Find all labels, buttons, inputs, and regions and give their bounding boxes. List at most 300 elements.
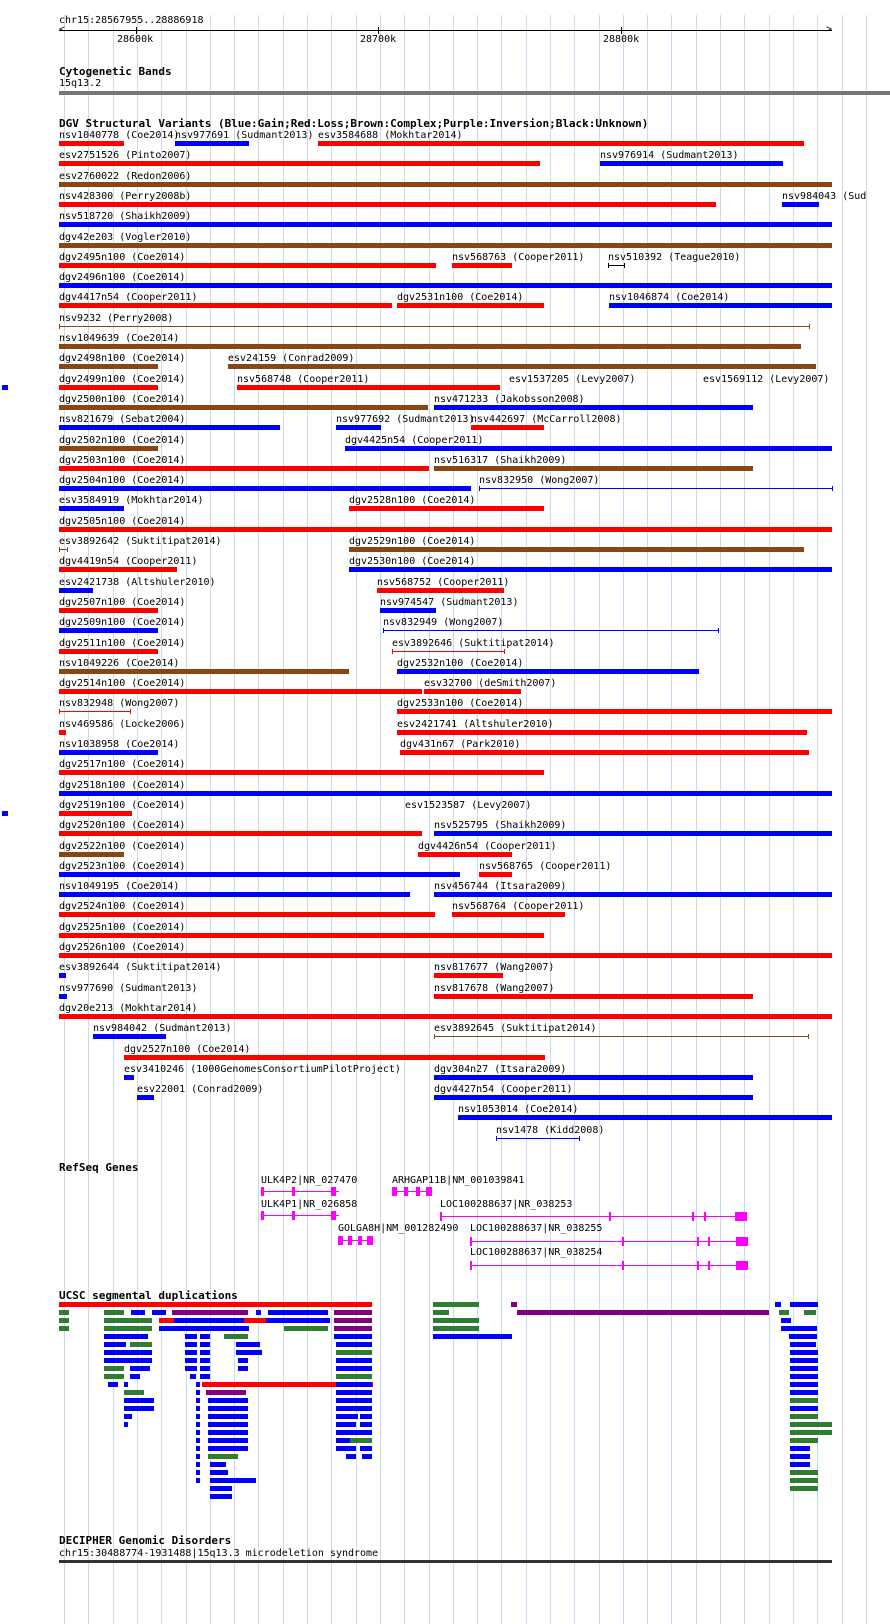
dgv-feature-bar[interactable]	[59, 425, 280, 430]
segdup-block[interactable]	[266, 1318, 330, 1323]
segdup-block[interactable]	[236, 1342, 260, 1347]
dgv-feature-label[interactable]: esv3410246 (1000GenomesConsortiumPilotProject)	[124, 1064, 401, 1075]
dgv-feature-label[interactable]: nsv442697 (McCarroll2008)	[471, 414, 622, 425]
dgv-feature-label[interactable]: dgv2528n100 (Coe2014)	[349, 495, 476, 506]
dgv-feature-label[interactable]: nsv1040778 (Coe2014)	[59, 130, 180, 141]
dgv-feature-label[interactable]: dgv2499n100 (Coe2014)	[59, 374, 186, 385]
segdup-block[interactable]	[336, 1422, 356, 1427]
dgv-feature-bar[interactable]	[434, 831, 832, 836]
segdup-block[interactable]	[336, 1350, 372, 1355]
dgv-feature-label[interactable]: esv1537205 (Levy2007)	[509, 374, 636, 385]
segdup-block[interactable]	[790, 1470, 818, 1475]
dgv-feature-label[interactable]: nsv821679 (Sebat2004)	[59, 414, 186, 425]
dgv-feature-bar[interactable]	[434, 1036, 808, 1037]
dgv-feature-bar[interactable]	[377, 588, 504, 593]
segdup-block[interactable]	[433, 1326, 479, 1331]
dgv-feature-bar[interactable]	[59, 283, 832, 288]
segdup-block[interactable]	[256, 1310, 261, 1315]
track-title-segdups[interactable]: UCSC segmental duplications	[59, 1289, 238, 1302]
dgv-feature-bar[interactable]	[59, 243, 832, 248]
segdup-block[interactable]	[790, 1446, 810, 1451]
dgv-feature-label[interactable]: nsv568752 (Cooper2011)	[377, 577, 510, 588]
segdup-block[interactable]	[517, 1310, 769, 1315]
dgv-feature-label[interactable]: nsv1049639 (Coe2014)	[59, 333, 180, 344]
segdup-block[interactable]	[789, 1334, 817, 1339]
dgv-feature-label[interactable]: dgv2500n100 (Coe2014)	[59, 394, 186, 405]
refseq-gene-label[interactable]: ARHGAP11B|NM_001039841	[392, 1175, 525, 1186]
dgv-feature-bar[interactable]	[424, 689, 521, 694]
segdup-block[interactable]	[172, 1310, 248, 1315]
dgv-feature-bar[interactable]	[609, 303, 832, 308]
dgv-feature-label[interactable]: esv32700 (deSmith2007)	[424, 678, 557, 689]
ruler-left-arrow[interactable]: <	[59, 24, 66, 35]
segdup-block[interactable]	[781, 1326, 817, 1331]
dgv-feature-bar[interactable]	[59, 669, 349, 674]
dgv-feature-label[interactable]: dgv2495n100 (Coe2014)	[59, 252, 186, 263]
segdup-block[interactable]	[104, 1366, 124, 1371]
dgv-feature-bar[interactable]	[349, 506, 544, 511]
dgv-feature-bar[interactable]	[59, 994, 67, 999]
segdup-block[interactable]	[124, 1382, 128, 1387]
segdup-block[interactable]	[208, 1446, 248, 1451]
refseq-gene-label[interactable]: GOLGA8H|NM_001282490	[338, 1223, 459, 1234]
segdup-block[interactable]	[124, 1414, 132, 1419]
dgv-feature-label[interactable]: nsv568764 (Cooper2011)	[452, 901, 585, 912]
segdup-block[interactable]	[210, 1470, 228, 1475]
dgv-feature-bar[interactable]	[59, 872, 460, 877]
dgv-feature-bar[interactable]	[59, 326, 809, 327]
dgv-feature-label[interactable]: nsv832950 (Wong2007)	[479, 475, 600, 486]
segdup-block[interactable]	[196, 1430, 200, 1435]
dgv-feature-bar[interactable]	[59, 912, 435, 917]
dgv-feature-label[interactable]: esv1569112 (Levy2007)	[703, 374, 830, 385]
dgv-feature-bar[interactable]	[2, 385, 8, 390]
segdup-block[interactable]	[790, 1462, 810, 1467]
refseq-gene-label[interactable]: LOC100288637|NR_038254	[470, 1247, 603, 1258]
segdup-block[interactable]	[152, 1310, 166, 1315]
dgv-feature-bar[interactable]	[458, 1115, 832, 1120]
segdup-block[interactable]	[790, 1390, 818, 1395]
dgv-feature-label[interactable]: dgv2498n100 (Coe2014)	[59, 353, 186, 364]
refseq-gene-intron[interactable]	[470, 1265, 747, 1266]
dgv-feature-bar[interactable]	[59, 446, 158, 451]
track-title-cytobands[interactable]: Cytogenetic Bands	[59, 65, 172, 78]
dgv-feature-label[interactable]: dgv2507n100 (Coe2014)	[59, 597, 186, 608]
segdup-block[interactable]	[196, 1398, 200, 1403]
dgv-feature-label[interactable]: nsv568765 (Cooper2011)	[479, 861, 612, 872]
segdup-block[interactable]	[334, 1334, 372, 1339]
dgv-feature-bar[interactable]	[59, 385, 158, 390]
dgv-feature-bar[interactable]	[479, 872, 512, 877]
segdup-block[interactable]	[196, 1462, 200, 1467]
dgv-feature-label[interactable]: dgv20e213 (Mokhtar2014)	[59, 1003, 198, 1014]
dgv-feature-label[interactable]: nsv832949 (Wong2007)	[383, 617, 504, 628]
dgv-feature-label[interactable]: nsv817677 (Wang2007)	[434, 962, 555, 973]
dgv-feature-bar[interactable]	[59, 303, 392, 308]
dgv-feature-bar[interactable]	[59, 549, 67, 550]
dgv-feature-label[interactable]: esv3892646 (Suktitipat2014)	[392, 638, 555, 649]
dgv-feature-label[interactable]: nsv977692 (Sudmant2013)	[336, 414, 475, 425]
segdup-block[interactable]	[336, 1398, 372, 1403]
dgv-feature-label[interactable]: dgv2529n100 (Coe2014)	[349, 536, 476, 547]
dgv-feature-label[interactable]: esv3892642 (Suktitipat2014)	[59, 536, 222, 547]
segdup-block[interactable]	[185, 1350, 197, 1355]
dgv-feature-label[interactable]: nsv516317 (Shaikh2009)	[434, 455, 567, 466]
dgv-feature-bar[interactable]	[397, 730, 807, 735]
segdup-block[interactable]	[790, 1302, 818, 1307]
dgv-feature-label[interactable]: dgv42e203 (Vogler2010)	[59, 232, 192, 243]
segdup-block[interactable]	[196, 1422, 200, 1427]
segdup-block[interactable]	[130, 1366, 150, 1371]
track-title-dgv[interactable]: DGV Structural Variants (Blue:Gain;Red:Loss;Brown:Complex;Purple:Inversion;Black:Unknown)	[59, 117, 649, 130]
dgv-feature-bar[interactable]	[434, 405, 753, 410]
segdup-block[interactable]	[360, 1414, 372, 1419]
segdup-block[interactable]	[433, 1310, 449, 1315]
dgv-feature-label[interactable]: nsv1046874 (Coe2014)	[609, 292, 730, 303]
segdup-block[interactable]	[336, 1342, 372, 1347]
dgv-feature-bar[interactable]	[59, 263, 436, 268]
dgv-feature-bar[interactable]	[59, 527, 832, 532]
dgv-feature-label[interactable]: nsv832948 (Wong2007)	[59, 698, 180, 709]
segdup-block[interactable]	[790, 1486, 818, 1491]
dgv-feature-label[interactable]: nsv471233 (Jakobsson2008)	[434, 394, 585, 405]
dgv-feature-bar[interactable]	[59, 649, 158, 654]
segdup-block[interactable]	[336, 1366, 372, 1371]
segdup-block[interactable]	[790, 1382, 818, 1387]
segdup-block[interactable]	[210, 1462, 226, 1467]
dgv-feature-label[interactable]: dgv2531n100 (Coe2014)	[397, 292, 524, 303]
segdup-block[interactable]	[196, 1446, 200, 1451]
dgv-feature-label[interactable]: dgv2496n100 (Coe2014)	[59, 272, 186, 283]
dgv-feature-bar[interactable]	[434, 1095, 753, 1100]
dgv-feature-bar[interactable]	[59, 711, 130, 712]
segdup-block[interactable]	[334, 1310, 372, 1315]
segdup-block[interactable]	[804, 1310, 816, 1315]
dgv-feature-bar[interactable]	[137, 1095, 154, 1100]
dgv-feature-label[interactable]: dgv2520n100 (Coe2014)	[59, 820, 186, 831]
segdup-block[interactable]	[59, 1310, 69, 1315]
segdup-block[interactable]	[185, 1358, 197, 1363]
dgv-feature-label[interactable]: nsv525795 (Shaikh2009)	[434, 820, 567, 831]
segdup-block[interactable]	[196, 1382, 200, 1387]
refseq-gene-intron[interactable]	[470, 1241, 747, 1242]
segdup-block[interactable]	[790, 1366, 818, 1371]
segdup-block[interactable]	[790, 1374, 818, 1379]
dgv-feature-bar[interactable]	[59, 141, 124, 146]
dgv-feature-label[interactable]: esv2751526 (Pinto2007)	[59, 150, 192, 161]
segdup-block[interactable]	[196, 1414, 200, 1419]
segdup-block[interactable]	[360, 1422, 372, 1427]
dgv-feature-label[interactable]: dgv4426n54 (Cooper2011)	[418, 841, 557, 852]
dgv-feature-label[interactable]: dgv2518n100 (Coe2014)	[59, 780, 186, 791]
track-title-decipher[interactable]: DECIPHER Genomic Disorders	[59, 1534, 232, 1547]
dgv-feature-label[interactable]: nsv817678 (Wang2007)	[434, 983, 555, 994]
decipher-feature[interactable]	[59, 1560, 832, 1563]
dgv-feature-label[interactable]: esv2760022 (Redon2006)	[59, 171, 192, 182]
dgv-feature-label[interactable]: dgv2519n100 (Coe2014)	[59, 800, 186, 811]
dgv-feature-bar[interactable]	[434, 466, 753, 471]
dgv-feature-bar[interactable]	[471, 425, 544, 430]
segdup-block[interactable]	[336, 1446, 356, 1451]
dgv-feature-label[interactable]: dgv2511n100 (Coe2014)	[59, 638, 186, 649]
dgv-feature-label[interactable]: dgv2514n100 (Coe2014)	[59, 678, 186, 689]
dgv-feature-label[interactable]: nsv518720 (Shaikh2009)	[59, 211, 192, 222]
segdup-block[interactable]	[124, 1422, 128, 1427]
segdup-block[interactable]	[790, 1422, 832, 1427]
dgv-feature-bar[interactable]	[2, 811, 8, 816]
segdup-block[interactable]	[336, 1358, 372, 1363]
dgv-feature-label[interactable]: dgv2505n100 (Coe2014)	[59, 516, 186, 527]
refseq-gene-label[interactable]: ULK4P2|NR_027470	[261, 1175, 358, 1186]
dgv-feature-label[interactable]: dgv2532n100 (Coe2014)	[397, 658, 524, 669]
dgv-feature-bar[interactable]	[59, 973, 66, 978]
dgv-feature-label[interactable]: dgv431n67 (Park2010)	[400, 739, 521, 750]
dgv-feature-label[interactable]: dgv2526n100 (Coe2014)	[59, 942, 186, 953]
dgv-feature-bar[interactable]	[59, 202, 716, 207]
dgv-feature-bar[interactable]	[59, 222, 832, 227]
segdup-block[interactable]	[433, 1302, 479, 1307]
dgv-feature-label[interactable]: esv24159 (Conrad2009)	[228, 353, 355, 364]
dgv-feature-label[interactable]: dgv4425n54 (Cooper2011)	[345, 435, 484, 446]
refseq-gene-intron[interactable]	[261, 1215, 339, 1216]
segdup-block[interactable]	[130, 1374, 140, 1379]
dgv-feature-label[interactable]: dgv2525n100 (Coe2014)	[59, 922, 186, 933]
segdup-block[interactable]	[59, 1318, 69, 1323]
dgv-feature-bar[interactable]	[59, 689, 422, 694]
segdup-block[interactable]	[790, 1350, 818, 1355]
dgv-feature-label[interactable]: esv2421738 (Altshuler2010)	[59, 577, 216, 588]
segdup-block[interactable]	[268, 1310, 328, 1315]
dgv-feature-bar[interactable]	[59, 466, 429, 471]
segdup-block[interactable]	[208, 1438, 248, 1443]
dgv-feature-bar[interactable]	[434, 973, 503, 978]
dgv-feature-label[interactable]: dgv2509n100 (Coe2014)	[59, 617, 186, 628]
dgv-feature-bar[interactable]	[59, 730, 66, 735]
segdup-block[interactable]	[236, 1350, 262, 1355]
dgv-feature-label[interactable]: nsv984042 (Sudmant2013)	[93, 1023, 232, 1034]
segdup-block[interactable]	[208, 1430, 248, 1435]
segdup-block[interactable]	[196, 1454, 200, 1459]
dgv-feature-bar[interactable]	[434, 994, 753, 999]
segdup-block[interactable]	[200, 1350, 210, 1355]
segdup-block[interactable]	[362, 1454, 372, 1459]
dgv-feature-bar[interactable]	[345, 446, 832, 451]
dgv-feature-bar[interactable]	[124, 1075, 134, 1080]
dgv-feature-bar[interactable]	[782, 202, 819, 207]
segdup-block[interactable]	[104, 1318, 152, 1323]
segdup-block[interactable]	[196, 1470, 200, 1475]
segdup-block[interactable]	[790, 1358, 818, 1363]
segdup-block[interactable]	[210, 1486, 232, 1491]
segdup-block[interactable]	[196, 1478, 200, 1483]
track-title-refseq[interactable]: RefSeq Genes	[59, 1161, 139, 1174]
dgv-feature-label[interactable]: dgv2522n100 (Coe2014)	[59, 841, 186, 852]
segdup-block[interactable]	[350, 1438, 372, 1443]
segdup-block[interactable]	[124, 1406, 154, 1411]
segdup-block[interactable]	[336, 1390, 372, 1395]
segdup-block[interactable]	[336, 1374, 372, 1379]
dgv-feature-label[interactable]: nsv456744 (Itsara2009)	[434, 881, 567, 892]
dgv-feature-label[interactable]: dgv2517n100 (Coe2014)	[59, 759, 186, 770]
dgv-feature-label[interactable]: nsv428300 (Perry2008b)	[59, 191, 192, 202]
dgv-feature-bar[interactable]	[397, 303, 544, 308]
dgv-feature-bar[interactable]	[59, 588, 93, 593]
segdup-block[interactable]	[360, 1446, 372, 1451]
dgv-feature-bar[interactable]	[336, 425, 381, 430]
segdup-block[interactable]	[108, 1382, 118, 1387]
segdup-block[interactable]	[104, 1310, 124, 1315]
dgv-feature-label[interactable]: nsv1049226 (Coe2014)	[59, 658, 180, 669]
dgv-feature-bar[interactable]	[59, 953, 832, 958]
segdup-block[interactable]	[185, 1366, 197, 1371]
segdup-block[interactable]	[790, 1342, 816, 1347]
dgv-feature-label[interactable]: nsv9232 (Perry2008)	[59, 313, 174, 324]
dgv-feature-bar[interactable]	[59, 852, 124, 857]
refseq-gene-intron[interactable]	[440, 1216, 747, 1217]
segdup-block[interactable]	[336, 1414, 358, 1419]
segdup-block[interactable]	[200, 1374, 210, 1379]
decipher-feature-label[interactable]: chr15:30488774-1931488|15q13.3 microdeletion syndrome	[59, 1548, 379, 1559]
dgv-feature-label[interactable]: nsv984043 (Sud	[782, 191, 867, 202]
dgv-feature-bar[interactable]	[59, 567, 177, 572]
dgv-feature-bar[interactable]	[93, 1034, 166, 1039]
segdup-block[interactable]	[208, 1422, 248, 1427]
segdup-block[interactable]	[104, 1374, 124, 1379]
refseq-gene-label[interactable]: LOC100288637|NR_038253	[440, 1199, 573, 1210]
dgv-feature-bar[interactable]	[59, 506, 124, 511]
cytoband-ideogram[interactable]	[59, 91, 890, 95]
dgv-feature-bar[interactable]	[59, 791, 832, 796]
dgv-feature-label[interactable]: dgv4417n54 (Cooper2011)	[59, 292, 198, 303]
segdup-block[interactable]	[238, 1366, 248, 1371]
dgv-feature-bar[interactable]	[59, 364, 158, 369]
dgv-feature-label[interactable]: nsv976914 (Sudmant2013)	[600, 150, 739, 161]
segdup-block[interactable]	[196, 1406, 200, 1411]
dgv-feature-label[interactable]: esv22001 (Conrad2009)	[137, 1084, 264, 1095]
dgv-feature-bar[interactable]	[59, 608, 158, 613]
dgv-feature-bar[interactable]	[397, 709, 832, 714]
dgv-feature-label[interactable]: esv3892644 (Suktitipat2014)	[59, 962, 222, 973]
dgv-feature-label[interactable]: dgv2523n100 (Coe2014)	[59, 861, 186, 872]
dgv-feature-bar[interactable]	[318, 141, 804, 146]
dgv-feature-bar[interactable]	[175, 141, 249, 146]
dgv-feature-bar[interactable]	[392, 651, 504, 652]
ruler-right-arrow[interactable]: >	[826, 24, 833, 35]
refseq-gene-intron[interactable]	[261, 1191, 339, 1192]
segdup-block[interactable]	[200, 1334, 210, 1339]
segdup-block[interactable]	[208, 1398, 248, 1403]
segdup-block[interactable]	[238, 1358, 248, 1363]
segdup-block[interactable]	[334, 1326, 372, 1331]
dgv-feature-bar[interactable]	[237, 385, 500, 390]
dgv-feature-bar[interactable]	[479, 488, 832, 489]
segdup-block[interactable]	[104, 1334, 148, 1339]
dgv-feature-label[interactable]: nsv977690 (Sudmant2013)	[59, 983, 198, 994]
dgv-feature-bar[interactable]	[59, 770, 544, 775]
dgv-feature-label[interactable]: nsv977691 (Sudmant2013)	[175, 130, 314, 141]
dgv-feature-label[interactable]: nsv469586 (Locke2006)	[59, 719, 186, 730]
segdup-block[interactable]	[200, 1366, 210, 1371]
segdup-block[interactable]	[210, 1478, 256, 1483]
segdup-block[interactable]	[196, 1438, 200, 1443]
segdup-block[interactable]	[336, 1382, 372, 1387]
segdup-block[interactable]	[208, 1454, 238, 1459]
dgv-feature-bar[interactable]	[59, 892, 410, 897]
refseq-gene-label[interactable]: ULK4P1|NR_026858	[261, 1199, 358, 1210]
dgv-feature-label[interactable]: nsv568763 (Cooper2011)	[452, 252, 585, 263]
segdup-block[interactable]	[104, 1326, 152, 1331]
segdup-block[interactable]	[208, 1406, 248, 1411]
dgv-feature-label[interactable]: esv1523587 (Levy2007)	[405, 800, 532, 811]
dgv-feature-label[interactable]: esv3892645 (Suktitipat2014)	[434, 1023, 597, 1034]
dgv-feature-label[interactable]: esv3584919 (Mokhtar2014)	[59, 495, 204, 506]
dgv-feature-label[interactable]: nsv974547 (Sudmant2013)	[380, 597, 519, 608]
segdup-block[interactable]	[124, 1390, 144, 1395]
dgv-feature-bar[interactable]	[418, 852, 512, 857]
segdup-block[interactable]	[775, 1302, 781, 1307]
segdup-block[interactable]	[210, 1494, 232, 1499]
dgv-feature-label[interactable]: dgv2530n100 (Coe2014)	[349, 556, 476, 567]
segdup-block[interactable]	[511, 1302, 517, 1307]
segdup-block[interactable]	[790, 1398, 818, 1403]
dgv-feature-label[interactable]: esv3584688 (Mokhtar2014)	[318, 130, 463, 141]
dgv-feature-bar[interactable]	[397, 669, 699, 674]
segdup-block[interactable]	[59, 1326, 69, 1331]
segdup-block[interactable]	[790, 1454, 810, 1459]
segdup-block[interactable]	[224, 1334, 248, 1339]
dgv-feature-bar[interactable]	[383, 630, 718, 631]
dgv-feature-bar[interactable]	[59, 628, 158, 633]
dgv-feature-bar[interactable]	[400, 750, 809, 755]
dgv-feature-label[interactable]: dgv2503n100 (Coe2014)	[59, 455, 186, 466]
dgv-feature-label[interactable]: nsv568748 (Cooper2011)	[237, 374, 370, 385]
dgv-feature-bar[interactable]	[59, 486, 471, 491]
dgv-feature-bar[interactable]	[59, 405, 428, 410]
dgv-feature-bar[interactable]	[349, 567, 832, 572]
dgv-feature-label[interactable]: nsv1053014 (Coe2014)	[458, 1104, 579, 1115]
segdup-block[interactable]	[781, 1318, 791, 1323]
segdup-block[interactable]	[336, 1430, 372, 1435]
dgv-feature-bar[interactable]	[59, 831, 422, 836]
dgv-feature-bar[interactable]	[496, 1138, 579, 1139]
segdup-block[interactable]	[284, 1326, 328, 1331]
dgv-feature-bar[interactable]	[452, 263, 512, 268]
segdup-block[interactable]	[200, 1358, 210, 1363]
dgv-feature-label[interactable]: dgv2504n100 (Coe2014)	[59, 475, 186, 486]
segdup-block[interactable]	[124, 1398, 154, 1403]
segdup-block[interactable]	[790, 1438, 818, 1443]
dgv-feature-bar[interactable]	[434, 892, 832, 897]
dgv-feature-label[interactable]: nsv1049195 (Coe2014)	[59, 881, 180, 892]
dgv-feature-bar[interactable]	[124, 1055, 545, 1060]
dgv-feature-bar[interactable]	[59, 750, 158, 755]
dgv-feature-bar[interactable]	[452, 912, 565, 917]
segdup-block[interactable]	[159, 1326, 249, 1331]
segdup-block[interactable]	[104, 1350, 152, 1355]
segdup-block[interactable]	[185, 1334, 197, 1339]
dgv-feature-bar[interactable]	[380, 608, 436, 613]
segdup-block[interactable]	[433, 1318, 479, 1323]
segdup-block[interactable]	[790, 1430, 832, 1435]
dgv-feature-bar[interactable]	[59, 811, 132, 816]
segdup-block[interactable]	[790, 1406, 818, 1411]
dgv-feature-bar[interactable]	[59, 1014, 832, 1019]
segdup-block[interactable]	[206, 1390, 246, 1395]
segdup-block[interactable]	[200, 1342, 210, 1347]
dgv-feature-label[interactable]: dgv2502n100 (Coe2014)	[59, 435, 186, 446]
dgv-feature-label[interactable]: dgv2533n100 (Coe2014)	[397, 698, 524, 709]
dgv-feature-label[interactable]: dgv4427n54 (Cooper2011)	[434, 1084, 573, 1095]
